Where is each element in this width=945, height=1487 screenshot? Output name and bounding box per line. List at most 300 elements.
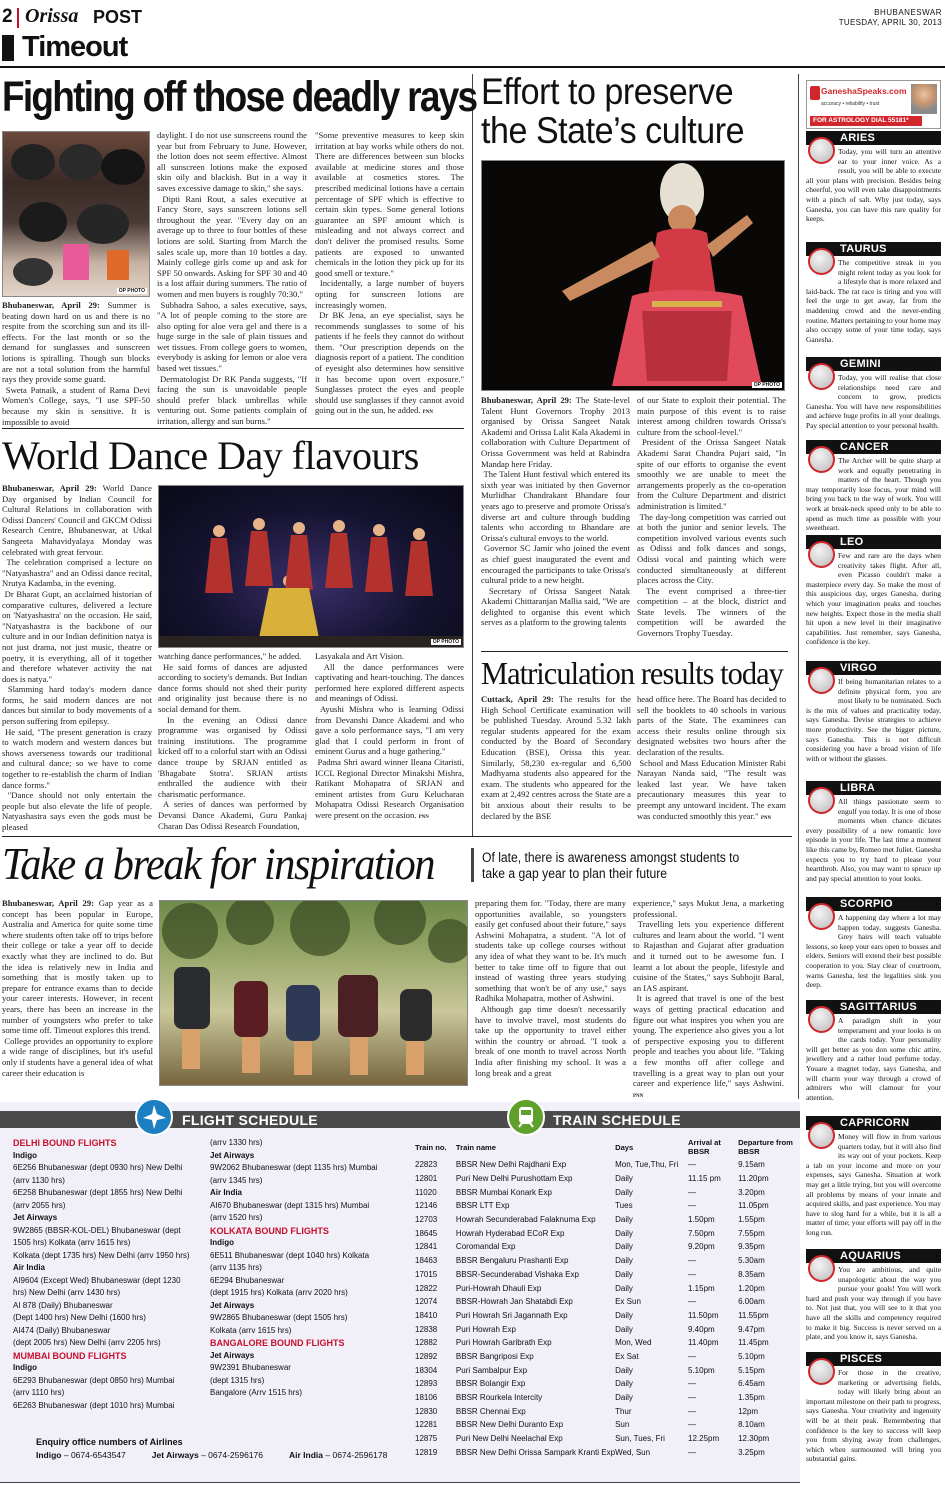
table-cell: BBSR Bolangir Exp <box>455 1379 526 1389</box>
train-column-header: Departure from BBSR <box>738 1138 793 1156</box>
table-cell: 12892 <box>415 1351 438 1361</box>
table-cell: — <box>688 1297 696 1307</box>
train-column-header: Train no. <box>415 1142 447 1152</box>
dancers-illustration <box>159 486 464 648</box>
sign-name: LEO <box>806 535 941 549</box>
horoscope-cancer <box>806 440 941 533</box>
table-cell: 12.30pm <box>738 1434 770 1444</box>
date: TUESDAY, APRIL 30, 2013 <box>838 18 942 27</box>
table-cell: — <box>688 1187 696 1197</box>
masthead <box>0 0 945 66</box>
phone-number: – 0674-2596176 <box>198 1450 263 1460</box>
table-cell: Daily <box>615 1269 633 1279</box>
table-cell: 18410 <box>415 1310 438 1320</box>
table-cell: Daily <box>615 1365 633 1375</box>
sign-name: ARIES <box>806 131 941 145</box>
flight-line: 6E263 Bhubaneswar (dept 1010 hrs) Mumbai <box>13 1400 175 1410</box>
airline-name: Indigo <box>13 1363 37 1372</box>
table-cell: Thur <box>615 1406 632 1416</box>
table-cell: BBSR-Howrah Jan Shatabdi Exp <box>455 1297 573 1307</box>
table-row <box>415 1445 793 1459</box>
table-cell: Mon, Tue,Thu, Fri <box>615 1160 679 1170</box>
sign-text: Money will flow in from various quarters today, but it will also find its way out of your pockets. Keep a tab on your income and more on your expenses, says Ganesha. Situation at work may get a little trying, but you will overcome all problems by means of your innate and acquired skills, and past experience. You may have to slog hard for a while, but it is all a matter of time; your efforts will pay off in the long run. <box>806 1132 941 1237</box>
table-cell: — <box>688 1269 696 1279</box>
flight-line: 9W2062 Bhubaneswar (dept 1135 hrs) Mumbai <box>210 1163 378 1172</box>
table-cell: 22823 <box>415 1160 438 1170</box>
table-cell: 18106 <box>415 1393 438 1403</box>
horoscope-aquarius <box>806 1249 941 1342</box>
table-cell: 1.35pm <box>738 1393 765 1403</box>
table-cell: 12801 <box>415 1174 438 1184</box>
table-cell: 11.45pm <box>738 1338 769 1348</box>
deck-bar <box>471 848 474 882</box>
sign-name: GEMINI <box>806 357 941 371</box>
horoscope-pisces <box>806 1352 941 1464</box>
enquiry-list <box>36 1450 413 1460</box>
enquiry-title: Enquiry office numbers of Airlines <box>36 1437 183 1447</box>
bottom-rule <box>0 1482 800 1483</box>
table-cell: Daily <box>615 1310 633 1320</box>
table-cell: — <box>688 1406 696 1416</box>
table-cell: 1.50pm <box>688 1215 715 1225</box>
table-cell: 12841 <box>415 1242 438 1252</box>
table-cell: 3.20pm <box>738 1187 765 1197</box>
table-cell: 11.50pm <box>688 1310 719 1320</box>
table-cell: Wed, Sun <box>615 1447 651 1457</box>
story3-col2: watching dance performances," he added. He said forms of dances are adjusted according to society's demands. But Indian dance forms should not shed their purity and originality just because there is no social demand for them. In the evening an Odissi dance programme was organised by Odissi training institutions. The programme kicked off to a colorful start with an Odissi dance troupe by SRJAN entitled as 'Bhagabate Stotra'. SRJAN artists enthralled the audience with their charismatic performance. A series of dances was performed by Devansi Dance Akademi, Guru Pankaj Charan Das Odissi Research Foundation, <box>158 651 307 831</box>
sign-text: A paradigm shift in your temperament and your looks is on the cards today. Your personality will get better as you don some chic attire, jewellery and a rather loud perfume today. Youare a magnet today, says Ganesha, and will charm your way through a crowd of admirers who will clamour for your attention. <box>806 1016 941 1102</box>
flight-line: 6E258 Bhubaneswar (dept 1855 hrs) New Delhi <box>13 1188 183 1197</box>
flight-line: 9W2865 Bhubaneswar (dept 1505 hrs) <box>210 1313 348 1322</box>
story1-col1: Bhubaneswar, April 29: Summer is beating down hard on us and there is no respite from the scorching sun and its ill-effects. For the last month or so the demand for sunglasses and sunscreen lotions is spiralling. Though sun blocks are not a total solution from the harmful rays they provide some guard. Sweta Patnaik, a student of Rama Devi Women's College, says, "I use SPF-50 because my skin is sensitive. It is impossible to avoid <box>2 300 150 427</box>
table-cell: 1.20pm <box>738 1283 765 1293</box>
story3-headline: World Dance Day flavours <box>2 433 419 478</box>
story5-col3: experience," says Mukut Jena, a marketing professional. Travelling lets you experience different cultures and learn about the world. "I went to Rajasthan and Gujarat after graduation and it turned out to be awesome fun. I learnt a lot about the people, lifestyle and cuisine of the States," says Subhojit Baral, an IAS aspirant. It is agreed that travel is one of the best ways of getting practical education and figure out what inspires you when you are young. The experience also gives you a lot of perspective exposing you to different people and teaches you about life. "Taking a few months off after college and travelling is a great way to plan out your career and experience life," says Ashwini. PNN <box>633 898 784 1099</box>
photo-credit: OP PHOTO <box>118 288 145 294</box>
flight-line: 9W2865 (BBSR-KOL-DEL) Bhubaneswar (dept <box>13 1225 181 1235</box>
sunglasses-illustration <box>3 132 150 297</box>
table-cell: 9.35pm <box>738 1242 765 1252</box>
table-cell: Sun, Tues, Fri <box>615 1434 665 1444</box>
horoscope-leo <box>806 535 941 647</box>
table-cell: Daily <box>615 1324 633 1334</box>
sign-name: PISCES <box>806 1352 941 1366</box>
table-cell: 12.25pm <box>688 1434 720 1444</box>
table-cell: Mon, Wed <box>615 1338 652 1348</box>
story5-headline: Take a break for inspiration <box>2 839 435 889</box>
table-cell: Sun <box>615 1420 630 1430</box>
flight-line: (arrv 1135 hrs) <box>210 1263 262 1272</box>
horoscope-capricorn <box>806 1116 941 1238</box>
table-cell: Daily <box>615 1379 633 1389</box>
table-cell: Puri New Delhi Purushottam Exp <box>455 1174 573 1184</box>
table-row <box>415 1404 793 1418</box>
table-row <box>415 1322 793 1336</box>
enquiry-item <box>36 1450 126 1460</box>
table-row <box>415 1432 793 1446</box>
flight-line: (arrv 2055 hrs) <box>13 1200 66 1210</box>
sign-name: CAPRICORN <box>806 1116 941 1130</box>
backpackers-photo <box>159 900 468 1086</box>
table-cell: BBSR LTT Exp <box>455 1201 510 1211</box>
table-cell: — <box>688 1420 696 1430</box>
table-row <box>415 1350 793 1364</box>
section-bar <box>2 35 14 61</box>
sign-text: The competitive streak in you might relent today as you look for a lifestyle that is more relaxed and laid-back. The rat race is tiring and you will feel the urge to get away, far from the maddening crowd and the never-ending routine. Matters pertaining to your home may also occupy some of your time today, says Ganesha. <box>806 258 941 344</box>
sign-text: All things passionate seem to engulf you today. It is one of those moments when chance dictates every possibility of a new romantic love episode in your life. The last time a moment like this came by, Romeo met Juliet. Ganesha expects you to try hard to please your heartthrob. Also, you may want to spruce up and pay special attention to your looks. <box>806 797 941 883</box>
table-cell: Daily <box>615 1228 633 1238</box>
flight-section-title: MUMBAI BOUND FLIGHTS <box>13 1350 127 1361</box>
page-number-divider <box>17 8 19 28</box>
masthead-rule <box>0 66 945 68</box>
sunglasses-photo <box>2 131 150 297</box>
table-cell: 11.55pm <box>738 1310 769 1320</box>
table-cell: Ex Sun <box>615 1297 641 1307</box>
airline-name: Jet Airways <box>13 1213 58 1222</box>
horoscope-sagittarius <box>806 1000 941 1102</box>
libra-icon <box>808 787 835 814</box>
table-cell: — <box>688 1201 696 1211</box>
airline-name: Jet Airways <box>210 1350 255 1360</box>
flight-section-title: DELHI BOUND FLIGHTS <box>13 1138 117 1148</box>
story2-headline: Effort to preserve the State’s culture <box>481 71 745 151</box>
table-cell: 18645 <box>415 1228 438 1238</box>
table-cell: 11.15 pm <box>688 1174 721 1184</box>
table-cell: 12830 <box>415 1406 438 1416</box>
table-cell: — <box>688 1351 696 1361</box>
airline-name: Air India <box>289 1450 324 1460</box>
train-title: TRAIN SCHEDULE <box>553 1112 681 1128</box>
table-row <box>415 1336 793 1350</box>
ad-tagline: accuracy • reliability • trust <box>821 101 880 107</box>
table-cell: 12074 <box>415 1297 438 1307</box>
table-cell: — <box>688 1447 696 1457</box>
table-cell: Puri Sambalpur Exp <box>455 1365 528 1375</box>
sign-name: SCORPIO <box>806 897 941 911</box>
horoscope-virgo <box>806 661 941 763</box>
enquiry-item <box>289 1450 387 1460</box>
airline-name: Air India <box>13 1263 46 1272</box>
sign-text: A happening day where a lot may happen today, suggests Ganesha. Grey hairs will teach valuable lessons, so keep your ears open to bosses and elders. Seniors will extend their best possible cooperation to you. Stay clear of courtroom, warns Ganesha, lest the legalities sink you deep. <box>806 913 941 990</box>
story4-headline: Matriculation results today <box>481 655 783 691</box>
ganesha-logo-icon <box>810 86 820 100</box>
phone-number: – 0674-2596178 <box>323 1450 388 1460</box>
flight-line: 6E256 Bhubaneswar (dept 0930 hrs) New Delhi <box>13 1163 183 1172</box>
train-column-header: Days <box>615 1142 634 1152</box>
flight-line: (dept 1915 hrs) Kolkata (arrv 2020 hrs) <box>210 1288 348 1297</box>
table-cell: Puri New Delhi Neelachal Exp <box>455 1434 563 1444</box>
table-cell: 12703 <box>415 1215 438 1225</box>
horoscope-gemini <box>806 357 941 431</box>
story5-rule <box>2 836 792 837</box>
table-cell: 1.55pm <box>738 1215 765 1225</box>
table-cell: BBSR New Delhi Rajdhani Exp <box>455 1160 567 1170</box>
table-cell: BBSR Mumbai Konark Exp <box>455 1187 552 1197</box>
train-column-header: Train name <box>455 1142 497 1152</box>
table-cell: 8.35am <box>738 1269 765 1279</box>
flight-list-left <box>13 1137 208 1412</box>
sign-text: You are ambitious, and quite unapologetic about the way you pursue your goals! You will work hard and push your way through if you have to. Not just that, you will see to it that you have all the skills and competency required to make it big. Success is never served on a plate, and you know it, says Ganesha. <box>806 1265 941 1342</box>
flight-section-title: KOLKATA BOUND FLIGHTS <box>210 1225 329 1236</box>
table-cell: Daily <box>615 1242 633 1252</box>
flight-section-title: BANGALORE BOUND FLIGHTS <box>210 1338 345 1348</box>
sign-name: LIBRA <box>806 781 941 795</box>
sign-name: SAGITTARIUS <box>806 1000 941 1014</box>
table-cell: 7.50pm <box>688 1228 715 1238</box>
table-cell: BBSR New Delhi Orissa Sampark Kranti Exp <box>455 1447 616 1457</box>
horoscope-aries <box>806 131 941 224</box>
table-cell: 9.15am <box>738 1160 765 1170</box>
flight-line: Bangalore (Arrv 1515 hrs) <box>210 1388 303 1397</box>
table-cell: Howrah Hyderabad ECoR Exp <box>455 1228 565 1238</box>
sign-name: AQUARIUS <box>806 1249 941 1263</box>
flight-line: (dept 1315 hrs) <box>210 1375 265 1385</box>
page-number: 2 <box>2 6 13 27</box>
table-cell: Daily <box>615 1283 633 1293</box>
pisces-icon <box>808 1358 835 1385</box>
story5-deck: Of late, there is awareness amongst students to take a gap year to plan their future <box>482 850 740 881</box>
photo-credit: OP PHOTO <box>753 382 780 388</box>
story1-col2: daylight. I do not use sunscreens round the year but from February to June. However, the lotion does not seem effective. Almost all sunscreen lotions make the exposed skin oily and blackish. But in a way it saves excessive damage to skin," she says. Dipti Rani Rout, a sales executive at Fancy Store, says sunscreen lotions sell throughout the year. "Every day on an average up to three to four bottles of these lotions are sold. Starting from March the sales scale up, more than 10 bottles a day. Mainly college girls come up and ask for SPF 50 onwards. Asking for SPF 30 and 40 is a lost affair during summers. The ratio of women and men buyers is roughly 70:30." Subhadra Sahoo, a sales executive, says, "A lot of people coming to the store are also opting for aloe vera gel and there is a huge surge in the sale of plain tissues and wet tissues. From college goers to women, everybody is asking for lemon or aloe vera based wet tissues." Dermatologist Dr RK Panda suggests, "If facing the sun is unavoidable people should prefer black umbrellas while venturing out. Some patients complain of irritation, allergy and sun burns." <box>157 130 307 427</box>
table-cell: Daily <box>615 1174 633 1184</box>
sign-text: The Archer will be quite sharp at work and equally penetrating in matters of the heart. Though you may temporarily lose focus, your mind will bring you back to the way of work. You will work at break-neck speed only to be able to spend as much time as possible with your sweetheart. <box>806 456 941 533</box>
story4-col1: Cuttack, April 29: The results for the High School Certificate examination will be published Tuesday. Around 5.32 lakh regular students appeared for the exam conducted by the Board of Secondary Education (BSE), Orissa this year. Similarly, 58,230 ex-regular and 6,500 Madhyama students also appeared for the exam. The students who appeared for the exam at 2,492 centres across the State are a bit anxious about their results to be declared by the BSE <box>481 694 631 821</box>
story1-col3: "Some preventive measures to keep skin irritation at bay works while others do not. There are differences between sun blocks available at medicine stores and those available at cosmetics stores. The prescribed medicinal lotions have a certain percentage of SPF which is effective to certain skin types. Some general lotions guarantee an SPF amount which is misleading and not always correct and don't deliver the promised results. Some patients are exposed to unwanted chemicals in the lotion they pick up for its good smell or texture." Incidentally, a large number of buyers opting for sunscreen lotions are increasingly women. Dr BK Jena, an eye specialist, says he recommends sunglasses to some of his patients if he feels they cannot do without them. "Our prescription depends on the diagnosis report of a patient. The condition of eyesight also determines how sensitive it has become upon overt exposure." Sunglasses protect the eyes and people should use sunglasses if they cannot avoid going out in the sun, he added. PNN <box>315 130 464 416</box>
table-cell: 8.10am <box>738 1420 765 1430</box>
aquarius-icon <box>808 1255 835 1282</box>
table-row <box>415 1295 793 1309</box>
story3-col1: Bhubaneswar, April 29: World Dance Day organised by Indian Council for Cultural Relations in collaboration with Odissi Dancers' Council and GKCM Odissi Research Centre, Bhubaneswar, at Utkal Sangeeta Mahavidyalaya Monday was celebrated with great fervour. The celebration comprised a lecture on "Natyashastra" and an Odissi dance recital, Nrutya Kadamba, in the evening. Dr Bharat Gupt, an acclaimed historian of comparative cultures, delivered a lecture on 'Natyashastra' on the occasion. He said, "Natyashastra is the backbone of our culture and in our Indian definition natya is not just drama, not just music, theatre or poetry, it is everything, all of it together and therefore whatever activity the nat does is natya." Slamming hard today's modern dance forms, he said modern dances are not dances but similar to body movements of a person suffering from epilepsy. He said, "The present generation is crazy to watch modern and western dances but shows averseness towards our traditional and cultural dance; so we have to come together to re-establish the charm of Indian dance forms." "Dance should not only entertain the people but also elevate the life of people. Natyashastra says even the gods must be pleased <box>2 483 152 832</box>
table-cell: 5.15pm <box>738 1365 765 1375</box>
horoscope-libra <box>806 781 941 883</box>
sign-text: Today, you will turn an attentive ear to your inner voice. As a result, you will be able to execute all your plans with precision. Besides being cheerful, you will even take disappointments with a pinch of salt. Why just today, says Ganesha, you can have this rare quality for keeps. <box>806 147 941 224</box>
table-row <box>415 1240 793 1254</box>
city: BHUBANESWAR <box>874 8 942 17</box>
table-cell: 3.25pm <box>738 1447 765 1457</box>
flight-line: 6E293 Bhubaneswar (dept 0850 hrs) Mumbai <box>13 1375 175 1385</box>
table-cell: BBSR Rourkela Intercity <box>455 1393 543 1403</box>
table-cell: 11.20pm <box>738 1174 769 1184</box>
table-row <box>415 1363 793 1377</box>
train-table-wrap <box>415 1136 795 1459</box>
flight-line: (Dept 1400 hrs) New Delhi (1600 hrs) <box>13 1313 146 1322</box>
brand-orissa: Orissa <box>25 5 79 27</box>
story5-col1: Bhubaneswar, April 29: Gap year as a concept has been popular in Europe, Australia and America for quite some time where students often take off to trips before their college or take a year off to decide exactly what they are inclined to do. But the idea is relatively new in India and something that is mostly taken up to prepare for entrance exams than to decide your career interests. However, in recent years, there has been an increase in the number of youngsters who prefer to take some time off. Timeout explores this trend. College provides an opportunity to explore a wide range of disciplines, but it's useful only if students have a general idea of what career their education is <box>2 898 153 1078</box>
horoscope-scorpio <box>806 897 941 990</box>
ad-brand: GaneshaSpeaks.com <box>821 86 907 96</box>
odissi-dancer-photo <box>481 160 785 391</box>
story2-col1: Bhubaneswar, April 29: The State-level Talent Hunt Governors Trophy 2013 organised by Orissa Sangeet Natak Akademi and Orissa Lalit Kala Akademi in collaboration with Culture Department of Orissa Government was held at Rabindra Mandap here Friday. The Talent Hunt festival which entered its sixth year was initiated by then Governor Murlidhar Chandrakant Bhandare four years ago to preserve and promote Orissa's diverse art and culture through budding talents who according to Bhandare are Orissa's cultural envoys to the world. Governor SC Jamir who joined the event as chief guest inaugurated the event and encouraged the participants to take Orissa's cultural pride to a new height. Secretary of Orissa Sangeet Natak Akademi Chittaranjan Mallia said, "We are delighted to organise this event which serves as a platform to the growing talents <box>481 395 630 628</box>
flight-line: (arrv 1110 hrs) <box>13 1388 65 1397</box>
story1-headline: Fighting off those deadly rays <box>2 73 477 121</box>
table-cell: Puri Howrah Sri Jagannath Exp <box>455 1310 568 1320</box>
train-table-header <box>415 1136 793 1158</box>
table-cell: Ex Sat <box>615 1351 639 1361</box>
leo-icon <box>808 541 835 568</box>
flight-line: 6E294 Bhubaneswar <box>210 1275 285 1285</box>
flight-line: Kolkata (dept 1735 hrs) New Delhi (arrv 1950 hrs) <box>13 1250 190 1260</box>
table-cell: 12893 <box>415 1379 438 1389</box>
table-row <box>415 1199 793 1213</box>
table-cell: 12819 <box>415 1447 438 1457</box>
brand-post: POST <box>93 7 143 27</box>
horoscope-ad <box>806 80 941 129</box>
flight-line: 6E511 Bhubaneswar (dept 1040 hrs) Kolkata <box>210 1250 370 1260</box>
table-cell: BBSR-Secunderabad Vishaka Exp <box>455 1269 579 1279</box>
table-row <box>415 1226 793 1240</box>
flight-line: (arrv 1345 hrs) <box>210 1175 263 1185</box>
table-cell: BBSR Chennai Exp <box>455 1406 526 1416</box>
flight-line: (arrv 1130 hrs) <box>13 1175 65 1185</box>
table-cell: 17015 <box>415 1269 438 1279</box>
story1-rule <box>2 428 464 429</box>
table-row <box>415 1213 793 1227</box>
sign-name: TAURUS <box>806 242 941 256</box>
phone-number: – 0674-6543547 <box>61 1450 126 1460</box>
table-cell: 5.10pm <box>688 1365 715 1375</box>
table-cell: BBSR Bengaluru Prashanti Exp <box>455 1256 569 1266</box>
sign-name: CANCER <box>806 440 941 454</box>
table-cell: 11.05pm <box>738 1201 769 1211</box>
ad-call: FOR ASTROLOGY DIAL 55181* <box>810 116 922 126</box>
table-row <box>415 1391 793 1405</box>
taurus-icon <box>808 248 835 275</box>
table-cell: Coromandal Exp <box>455 1242 516 1252</box>
table-cell: 12pm <box>738 1406 759 1416</box>
table-cell: Puri Howrah Exp <box>455 1324 516 1334</box>
table-cell: Daily <box>615 1393 633 1403</box>
table-cell: 12882 <box>415 1338 438 1348</box>
virgo-icon <box>808 667 835 694</box>
flight-line: hrs) New Delhi (arrv 1430 hrs) <box>13 1288 121 1297</box>
flight-line: AI 878 (Daily) Bhubaneswar <box>13 1300 113 1310</box>
table-cell: Daily <box>615 1256 633 1266</box>
table-row <box>415 1418 793 1432</box>
enquiry-item <box>152 1450 263 1460</box>
table-row <box>415 1185 793 1199</box>
table-cell: 18304 <box>415 1365 438 1375</box>
table-cell: Howrah Secunderabad Falaknuma Exp <box>455 1215 596 1225</box>
table-cell: BBSR New Delhi Duranto Exp <box>455 1420 564 1430</box>
airline-name: Indigo <box>210 1238 234 1247</box>
story2-col2: of our State to exploit their potential. The main purpose of this event is to raise interest among children towards Orissa's culture from the school-level." President of the Orissa Sangeet Natak Akademi Sarat Chandra Pujari said, "In spite of our efforts to organise the event smoothly we are unable to meet the arrangements properly as the co-operation from the Culture Department and district administration is limited." The day-long competition was carried out at both the junior and senior levels. The competition involved various events such as Odissi and folk dances and songs, Odissi vocal and painting which were conducted simultaneously at different places across the City. The event comprised a three-tier competition – at the block, district and State levels. The winners of the competition will be awarded the Governors Trophy Tuesday. <box>637 395 786 639</box>
table-row <box>415 1158 793 1172</box>
backpackers-illustration <box>160 901 468 1086</box>
train-table <box>415 1136 793 1459</box>
airline-name: Indigo <box>36 1450 62 1460</box>
table-cell: 12822 <box>415 1283 438 1293</box>
astrologer-portrait <box>911 84 937 114</box>
table-row <box>415 1172 793 1186</box>
section-title: Timeout <box>22 31 128 63</box>
flight-line: (dept 2005 hrs) New Delhi (arrv 2205 hrs) <box>13 1338 161 1347</box>
table-cell: — <box>688 1379 696 1389</box>
flight-list-right <box>210 1137 405 1400</box>
table-cell: Puri Howrah Garibrath Exp <box>455 1338 552 1348</box>
airline-name: Jet Airways <box>151 1450 199 1460</box>
sign-text: If being humanitarian relates to a definite physical form, you are most likely to be nominated. Such is the mix of values and practicality today, says Ganesha. Devise strategies to achieve more productivity. See the bigger picture, says Ganesha. This is not difficult considering you have a broad vision of life with or without the glasses. <box>806 677 941 763</box>
table-cell: Daily <box>615 1215 633 1225</box>
airplane-icon <box>135 1098 173 1136</box>
table-cell: 12838 <box>415 1324 438 1334</box>
dancer-illustration <box>482 161 785 391</box>
table-cell: 12875 <box>415 1434 438 1444</box>
table-row <box>415 1281 793 1295</box>
gemini-icon <box>808 363 835 390</box>
table-cell: 9.47pm <box>738 1324 765 1334</box>
dance-troupe-photo <box>158 485 464 648</box>
train-column-header: Arrival at BBSR <box>688 1138 721 1156</box>
sign-name: VIRGO <box>806 661 941 675</box>
photo-credit: OP PHOTO <box>432 639 459 645</box>
sign-text: Few and rare are the days when creativity takes flight. After all, even Picasso couldn't make a masterpiece every day. So make the most of this auspicious day, urges Ganesha, during which your imagination peaks and touches new heights. Expect those in the media shall hit upon a new level in their imaginative capabilities. Just remember, says Ganesha, confidence is the key. <box>806 551 941 647</box>
scorpio-icon <box>808 903 835 930</box>
table-cell: 5.30am <box>738 1256 765 1266</box>
table-cell: 9.20pm <box>688 1242 715 1252</box>
table-cell: BBSR Bangriposi Exp <box>455 1351 534 1361</box>
column-separator <box>472 74 473 836</box>
airline-name: Jet Airways <box>210 1300 255 1310</box>
flight-line: (arrv 1520 hrs) <box>210 1213 263 1222</box>
story2-rule <box>481 651 788 652</box>
airline-name: Jet Airways <box>210 1150 255 1160</box>
horoscope-taurus <box>806 242 941 344</box>
sagittarius-icon <box>808 1006 835 1033</box>
table-cell: 11.40pm <box>688 1338 719 1348</box>
table-row <box>415 1377 793 1391</box>
table-cell: Tues <box>615 1201 633 1211</box>
table-cell: 12146 <box>415 1201 438 1211</box>
airline-name: Air India <box>210 1188 243 1197</box>
table-cell: 6.00am <box>738 1297 765 1307</box>
flight-title: FLIGHT SCHEDULE <box>182 1112 318 1128</box>
flight-line: AI9604 (Except Wed) Bhubaneswar (dept 1230 <box>13 1275 181 1285</box>
sign-text: For those in the creative, marketing or advertising fields, today will likely bring about an important milestone on their path to progress, says Ganesha. Your creativity and ingenuity will be at their peak. Remembering that confidence is the key to success will keep you from shying away from challenges, which when surmounted will bring you substantial gains. <box>806 1368 941 1464</box>
table-row <box>415 1268 793 1282</box>
capricorn-icon <box>808 1122 835 1149</box>
table-cell: — <box>688 1393 696 1403</box>
table-cell: Daily <box>615 1187 633 1197</box>
table-cell: 7.55pm <box>738 1228 765 1238</box>
story5-col2: preparing them for. "Today, there are many opportunities available, so youngsters easily get confused about their future," says Ashwini Mohapatra, a student. "A lot of students take up college courses without any idea of what they want to be. It's much better to take time off to figure that out instead of wasting three years studying something that won't be of any use," says Radhika Mohapatra, mother of Ashwini. Although gap time doesn't necessarily have to involve travel, most students do take up the opportunity to travel either within the country or abroad. "I took a break of one month to travel across North India after finishing my school. It was a long break and a great <box>475 898 626 1078</box>
flight-line: AI670 Bhubaneswar (dept 1315 hrs) Mumbai <box>210 1200 370 1210</box>
table-cell: 12281 <box>415 1420 438 1430</box>
sidebar-separator <box>798 74 799 1099</box>
table-cell: 9.40pm <box>688 1324 715 1334</box>
sign-text: Today, you will realise that close relationships need care and concern to grow, predicts Ganesha. You will have new responsibilities and achieve huge profits in all your dealings. Pay special attention to your personal health. <box>806 373 941 430</box>
table-cell: — <box>688 1160 696 1170</box>
flight-line: Kolkata (arrv 1615 hrs) <box>210 1325 292 1335</box>
table-cell: 5.10pm <box>738 1351 765 1361</box>
table-cell: 18463 <box>415 1256 438 1266</box>
aries-icon <box>808 137 835 164</box>
table-cell: 1.15pm <box>688 1283 715 1293</box>
story4-col2: head office here. The Board has decided to sell the booklets to 40 schools in various parts of the State. The examinees can access their results online through six designated websites two hours after the declaration of the results. School and Mass Education Minister Rabi Narayan Nanda said, "The result was leaked last year. We have taken precautionary measures this year to preempt any untoward incident. The exam was conducted smoothly this year." PNN <box>637 694 786 821</box>
table-cell: Puri-Howrah Dhauli Exp <box>455 1283 542 1293</box>
table-row <box>415 1309 793 1323</box>
table-cell: — <box>688 1256 696 1266</box>
story3-col3: Lasyakala and Art Vision. All the dance performances were captivating and heart-touching. The dances performed here explored different aspects and meanings of Odissi. Ayushi Mishra who is learning Odissi from Devanshi Dance Akademi and who gave a solo performance says, "I am very glad that I could perform in front of eminent Gurus and a huge gathering." Padma Shri award winner Ileana Citaristi, ICCL Regional Director Minakshi Mishra, Ratikant Mohapatra of SRJAN and eminent artistes from Guru Kelucharan Mohapatra Odissi Research Organisation were present on the occasion. PNN <box>315 651 464 820</box>
table-row <box>415 1254 793 1268</box>
train-icon <box>507 1098 545 1136</box>
flight-line: 1505 hrs) Kolkata (arrv 1615 hrs) <box>13 1238 131 1247</box>
flight-line: (arrv 1330 hrs) <box>210 1138 263 1147</box>
table-cell: 11020 <box>415 1187 437 1197</box>
table-cell: 6.45am <box>738 1379 765 1389</box>
airline-name: Indigo <box>13 1150 37 1160</box>
cancer-icon <box>808 446 835 473</box>
flight-line: 9W2391 Bhubaneswar <box>210 1363 291 1372</box>
